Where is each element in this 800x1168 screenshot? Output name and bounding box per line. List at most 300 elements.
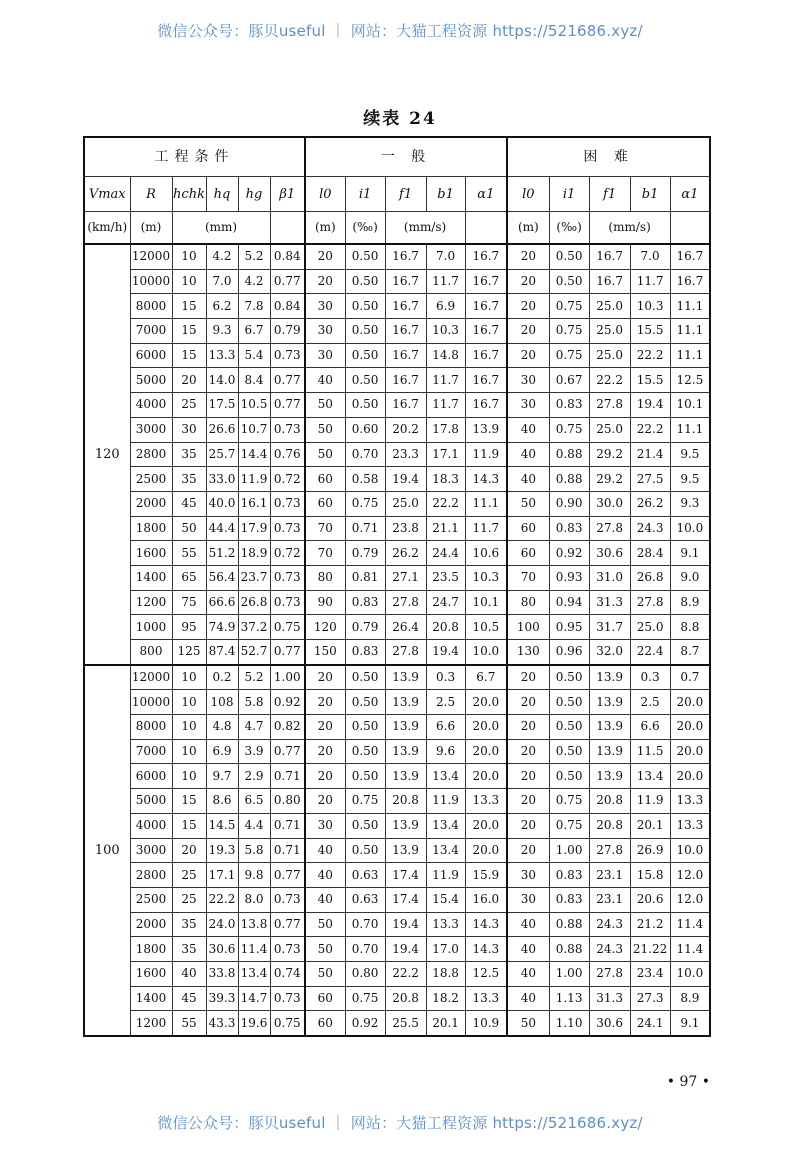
table-cell: 10: [172, 690, 206, 715]
table-cell: 22.4: [630, 640, 670, 665]
table-cell: 0.83: [549, 863, 589, 888]
table-cell: 27.8: [385, 640, 426, 665]
table-cell: 17.9: [238, 516, 270, 541]
table-cell: 66.6: [206, 590, 238, 615]
table-cell: 21.22: [630, 937, 670, 962]
table-row: [84, 467, 710, 492]
header-unit: (m): [507, 212, 549, 245]
table-cell: 13.3: [670, 789, 710, 814]
table-cell: 0.50: [345, 319, 385, 344]
table-cell: 0.72: [270, 541, 305, 566]
watermark-bottom: 微信公众号：豚贝useful ｜ 网站：大猫工程资源 https://521686.xyz/: [157, 1114, 643, 1132]
table-cell: 45: [172, 491, 206, 516]
table-cell: 0.84: [270, 294, 305, 319]
table-cell: 0.83: [549, 887, 589, 912]
table-cell: 0.73: [270, 590, 305, 615]
table-cell: 10.3: [426, 319, 465, 344]
table-cell: 25: [172, 863, 206, 888]
table-cell: 9.7: [206, 764, 238, 789]
table-cell: 0.75: [270, 1011, 305, 1036]
table-cell: 35: [172, 442, 206, 467]
table-cell: 0.79: [270, 319, 305, 344]
table-cell: 0.74: [270, 961, 305, 986]
table-cell: 26.2: [630, 491, 670, 516]
header-unit: (km/h): [84, 212, 130, 245]
table-cell: 14.5: [206, 813, 238, 838]
header-unit: (mm): [172, 212, 270, 245]
table-cell: 19.3: [206, 838, 238, 863]
table-row: [84, 565, 710, 590]
header-unit: (m): [130, 212, 172, 245]
table-cell: 20.0: [465, 690, 507, 715]
table-cell: 0.67: [549, 368, 589, 393]
table-cell: 0.83: [549, 516, 589, 541]
table-cell: 0.50: [345, 764, 385, 789]
table-cell: 0.88: [549, 937, 589, 962]
table-row: [84, 715, 710, 740]
table-cell: 11.1: [670, 294, 710, 319]
table-cell: 11.1: [670, 343, 710, 368]
table-cell: 10.9: [465, 1011, 507, 1036]
table-cell: 30: [507, 863, 549, 888]
table-row: [84, 393, 710, 418]
table-cell: 9.3: [670, 491, 710, 516]
table-cell: 15.4: [426, 887, 465, 912]
table-cell: 27.8: [589, 961, 630, 986]
table-cell: 8.6: [206, 789, 238, 814]
table-cell: 70: [305, 541, 345, 566]
table-cell: 40: [507, 442, 549, 467]
table-cell: 15: [172, 813, 206, 838]
table-cell: 15.8: [630, 863, 670, 888]
table-cell: 21.4: [630, 442, 670, 467]
table-cell: 0.92: [345, 1011, 385, 1036]
table-cell: 1.10: [549, 1011, 589, 1036]
table-cell: 13.9: [385, 813, 426, 838]
table-cell: 10.1: [465, 590, 507, 615]
table-cell: 1.00: [549, 838, 589, 863]
table-cell: 43.3: [206, 1011, 238, 1036]
table-cell: 7.0: [426, 244, 465, 269]
table-cell: 24.3: [589, 912, 630, 937]
table-cell: 0.92: [270, 690, 305, 715]
table-cell: 35: [172, 937, 206, 962]
table-cell: 0.88: [549, 442, 589, 467]
table-cell: 13.4: [426, 813, 465, 838]
table-row: [84, 491, 710, 516]
table-cell: 16.7: [385, 368, 426, 393]
table-cell: 6.7: [465, 665, 507, 690]
table-cell: 0.3: [426, 665, 465, 690]
table-cell: 22.2: [385, 961, 426, 986]
table-cell: 16.7: [465, 319, 507, 344]
table-cell: 15: [172, 319, 206, 344]
table-cell: 0.50: [345, 294, 385, 319]
table-cell: 10.3: [630, 294, 670, 319]
table-cell: 87.4: [206, 640, 238, 665]
table-cell: 21.1: [426, 516, 465, 541]
header-symbol: i1: [345, 177, 385, 212]
table-cell: 23.1: [589, 887, 630, 912]
table-cell: 0.70: [345, 442, 385, 467]
table-cell: 20.8: [589, 813, 630, 838]
table-cell: 0.50: [549, 244, 589, 269]
table-cell: 4000: [130, 813, 172, 838]
table-cell: 25.0: [589, 343, 630, 368]
table-cell: 25.7: [206, 442, 238, 467]
header-unit: (mm/s): [385, 212, 465, 245]
table-row: [84, 838, 710, 863]
table-cell: 30: [507, 368, 549, 393]
table-cell: 20.8: [385, 986, 426, 1011]
table-cell: 22.2: [426, 491, 465, 516]
table-cell: 20.8: [589, 789, 630, 814]
table-cell: 25.0: [589, 319, 630, 344]
table-cell: 11.1: [465, 491, 507, 516]
table-cell: 5.8: [238, 690, 270, 715]
table-cell: 17.0: [426, 937, 465, 962]
table-cell: 0.90: [549, 491, 589, 516]
table-cell: 13.9: [589, 690, 630, 715]
table-cell: 20: [507, 244, 549, 269]
table-cell: 0.82: [270, 715, 305, 740]
table-cell: 0.96: [549, 640, 589, 665]
table-cell: 20: [507, 838, 549, 863]
table-cell: 0.77: [270, 863, 305, 888]
header-unit: [270, 212, 305, 245]
table-cell: 0.73: [270, 887, 305, 912]
table-cell: 24.7: [426, 590, 465, 615]
table-cell: 28.4: [630, 541, 670, 566]
table-cell: 0.88: [549, 467, 589, 492]
table-cell: 10000: [130, 690, 172, 715]
table-cell: 13.3: [670, 813, 710, 838]
table-cell: 40: [507, 912, 549, 937]
table-cell: 20: [305, 764, 345, 789]
table-cell: 2800: [130, 442, 172, 467]
table-row: [84, 615, 710, 640]
table-cell: 2000: [130, 912, 172, 937]
table-cell: 2.5: [426, 690, 465, 715]
table-cell: 0.50: [549, 665, 589, 690]
table-cell: 11.9: [426, 863, 465, 888]
table-cell: 10: [172, 715, 206, 740]
header-row-groups: [84, 137, 710, 177]
table-cell: 6.2: [206, 294, 238, 319]
table-cell: 0.84: [270, 244, 305, 269]
table-cell: 10.1: [670, 393, 710, 418]
table-cell: 16.7: [465, 393, 507, 418]
table-cell: 8.7: [670, 640, 710, 665]
table-cell: 29.2: [589, 467, 630, 492]
table-cell: 0.73: [270, 417, 305, 442]
table-cell: 8.4: [238, 368, 270, 393]
table-cell: 80: [305, 565, 345, 590]
table-cell: 0.75: [345, 986, 385, 1011]
table-cell: 16.7: [465, 343, 507, 368]
table-cell: 1.00: [549, 961, 589, 986]
table-cell: 44.4: [206, 516, 238, 541]
table-cell: 33.0: [206, 467, 238, 492]
table-cell: 7.0: [206, 269, 238, 294]
table-cell: 2800: [130, 863, 172, 888]
table-cell: 0.2: [206, 665, 238, 690]
table-cell: 20: [507, 294, 549, 319]
table-cell: 0.50: [345, 690, 385, 715]
table-cell: 0.71: [270, 813, 305, 838]
header-row-symbols: [84, 177, 710, 212]
table-cell: 40: [507, 467, 549, 492]
table-cell: 13.9: [589, 739, 630, 764]
table-cell: 15.5: [630, 368, 670, 393]
table-cell: 13.8: [238, 912, 270, 937]
table-cell: 11.5: [630, 739, 670, 764]
table-cell: 39.3: [206, 986, 238, 1011]
table-row: [84, 863, 710, 888]
table-cell: 23.8: [385, 516, 426, 541]
table-cell: 20: [507, 715, 549, 740]
table-cell: 10.0: [465, 640, 507, 665]
table-cell: 23.4: [630, 961, 670, 986]
table-cell: 12.5: [670, 368, 710, 393]
table-cell: 50: [305, 442, 345, 467]
table-cell: 20.0: [465, 739, 507, 764]
table-cell: 20.0: [670, 715, 710, 740]
data-table: [83, 136, 711, 1037]
table-cell: 20: [507, 319, 549, 344]
table-cell: 20.0: [670, 739, 710, 764]
table-cell: 50: [305, 961, 345, 986]
table-cell: 30: [507, 393, 549, 418]
table-cell: 14.0: [206, 368, 238, 393]
table-cell: 6000: [130, 343, 172, 368]
table-cell: 11.7: [630, 269, 670, 294]
table-row: [84, 319, 710, 344]
table-cell: 35: [172, 912, 206, 937]
table-cell: 24.3: [630, 516, 670, 541]
table-cell: 0.75: [549, 417, 589, 442]
table-cell: 8.9: [670, 590, 710, 615]
table-cell: 8000: [130, 715, 172, 740]
table-cell: 26.4: [385, 615, 426, 640]
table-cell: 60: [305, 1011, 345, 1036]
table-row: [84, 887, 710, 912]
table-cell: 0.50: [549, 764, 589, 789]
table-cell: 0.80: [270, 789, 305, 814]
table-cell: 60: [507, 541, 549, 566]
table-cell: 130: [507, 640, 549, 665]
table-cell: 25: [172, 393, 206, 418]
table-cell: 95: [172, 615, 206, 640]
table-cell: 7.0: [630, 244, 670, 269]
table-cell: 20: [507, 739, 549, 764]
table-cell: 20: [305, 690, 345, 715]
table-cell: 27.5: [630, 467, 670, 492]
table-cell: 1400: [130, 565, 172, 590]
table-cell: 16.7: [385, 244, 426, 269]
table-row: [84, 961, 710, 986]
table-cell: 19.4: [426, 640, 465, 665]
table-row: [84, 690, 710, 715]
table-cell: 5.4: [238, 343, 270, 368]
table-cell: 11.9: [426, 789, 465, 814]
table-cell: 33.8: [206, 961, 238, 986]
table-cell: 20: [305, 739, 345, 764]
table-cell: 0.58: [345, 467, 385, 492]
table-cell: 31.0: [589, 565, 630, 590]
table-cell: 16.7: [589, 269, 630, 294]
table-cell: 16.0: [465, 887, 507, 912]
table-cell: 100: [507, 615, 549, 640]
table-cell: 5.2: [238, 244, 270, 269]
table-cell: 0.77: [270, 269, 305, 294]
table-cell: 60: [305, 986, 345, 1011]
table-cell: 3000: [130, 838, 172, 863]
table-cell: 10.7: [238, 417, 270, 442]
table-cell: 26.8: [630, 565, 670, 590]
table-cell: 20.0: [465, 764, 507, 789]
table-cell: 8000: [130, 294, 172, 319]
table-row: [84, 368, 710, 393]
table-cell: 50: [305, 417, 345, 442]
table-cell: 0.50: [345, 715, 385, 740]
table-cell: 27.8: [385, 590, 426, 615]
header-unit: (m): [305, 212, 345, 245]
header-symbol: R: [130, 177, 172, 212]
table-cell: 50: [507, 1011, 549, 1036]
table-cell: 30: [305, 813, 345, 838]
table-cell: 16.7: [385, 393, 426, 418]
table-cell: 18.9: [238, 541, 270, 566]
table-cell: 60: [305, 467, 345, 492]
table-cell: 30.0: [589, 491, 630, 516]
table-cell: 30.6: [589, 541, 630, 566]
table-cell: 17.4: [385, 887, 426, 912]
table-cell: 0.95: [549, 615, 589, 640]
table-cell: 16.7: [465, 269, 507, 294]
table-cell: 5.8: [238, 838, 270, 863]
table-cell: 26.8: [238, 590, 270, 615]
table-cell: 20: [305, 789, 345, 814]
table-row: [84, 789, 710, 814]
table-cell: 13.9: [589, 715, 630, 740]
table-cell: 26.2: [385, 541, 426, 566]
table-cell: 11.4: [670, 937, 710, 962]
table-cell: 2500: [130, 467, 172, 492]
table-cell: 0.75: [270, 615, 305, 640]
table-cell: 55: [172, 1011, 206, 1036]
table-cell: 37.2: [238, 615, 270, 640]
table-cell: 0.76: [270, 442, 305, 467]
table-cell: 26.6: [206, 417, 238, 442]
header-symbol: b1: [630, 177, 670, 212]
table-cell: 31.7: [589, 615, 630, 640]
table-cell: 20: [305, 269, 345, 294]
table-cell: 0.50: [345, 244, 385, 269]
table-row: [84, 1011, 710, 1036]
table-cell: 20.2: [385, 417, 426, 442]
table-cell: 1400: [130, 986, 172, 1011]
table-cell: 10: [172, 739, 206, 764]
table-cell: 13.4: [630, 764, 670, 789]
table-cell: 4.2: [206, 244, 238, 269]
table-cell: 55: [172, 541, 206, 566]
table-cell: 10: [172, 764, 206, 789]
table-cell: 15.5: [630, 319, 670, 344]
table-row: [84, 294, 710, 319]
table-cell: 21.2: [630, 912, 670, 937]
table-cell: 14.8: [426, 343, 465, 368]
table-cell: 20.1: [630, 813, 670, 838]
table-cell: 6.6: [426, 715, 465, 740]
table-cell: 6.6: [630, 715, 670, 740]
table-cell: 9.8: [238, 863, 270, 888]
table-cell: 45: [172, 986, 206, 1011]
table-cell: 40: [507, 417, 549, 442]
table-cell: 20: [172, 368, 206, 393]
table-cell: 11.7: [426, 368, 465, 393]
table-cell: 50: [305, 912, 345, 937]
table-cell: 70: [507, 565, 549, 590]
table-cell: 10000: [130, 269, 172, 294]
table-cell: 17.4: [385, 863, 426, 888]
table-cell: 0.50: [549, 690, 589, 715]
table-row: [84, 764, 710, 789]
table-cell: 0.81: [345, 565, 385, 590]
table-cell: 40: [305, 838, 345, 863]
table-cell: 40: [172, 961, 206, 986]
table-cell: 0.73: [270, 516, 305, 541]
table-cell: 13.9: [465, 417, 507, 442]
table-cell: 17.1: [426, 442, 465, 467]
table-cell: 1.13: [549, 986, 589, 1011]
table-cell: 9.0: [670, 565, 710, 590]
header-symbol: β1: [270, 177, 305, 212]
table-cell: 120: [305, 615, 345, 640]
table-cell: 0.77: [270, 912, 305, 937]
table-cell: 9.3: [206, 319, 238, 344]
table-cell: 19.6: [238, 1011, 270, 1036]
table-cell: 24.3: [589, 937, 630, 962]
table-cell: 0.71: [345, 516, 385, 541]
table-cell: 27.8: [589, 393, 630, 418]
table-cell: 0.63: [345, 887, 385, 912]
table-cell: 20: [507, 665, 549, 690]
table-cell: 22.2: [206, 887, 238, 912]
table-cell: 13.3: [465, 789, 507, 814]
table-cell: 10.0: [670, 516, 710, 541]
table-cell: 8.9: [670, 986, 710, 1011]
table-cell: 13.4: [238, 961, 270, 986]
table-cell: 23.7: [238, 565, 270, 590]
table-cell: 40: [305, 368, 345, 393]
header-difficult: 困 难: [507, 137, 710, 177]
table-cell: 0.71: [270, 764, 305, 789]
table-row: [84, 269, 710, 294]
table-cell: 10.6: [465, 541, 507, 566]
table-cell: 25.5: [385, 1011, 426, 1036]
table-cell: 5000: [130, 368, 172, 393]
page-number: • 97 •: [666, 1074, 710, 1090]
table-cell: 18.3: [426, 467, 465, 492]
table-cell: 3000: [130, 417, 172, 442]
table-cell: 0.73: [270, 343, 305, 368]
table-cell: 35: [172, 467, 206, 492]
table-cell: 0.72: [270, 467, 305, 492]
table-cell: 15: [172, 343, 206, 368]
table-cell: 11.1: [670, 319, 710, 344]
table-cell: 40: [305, 863, 345, 888]
